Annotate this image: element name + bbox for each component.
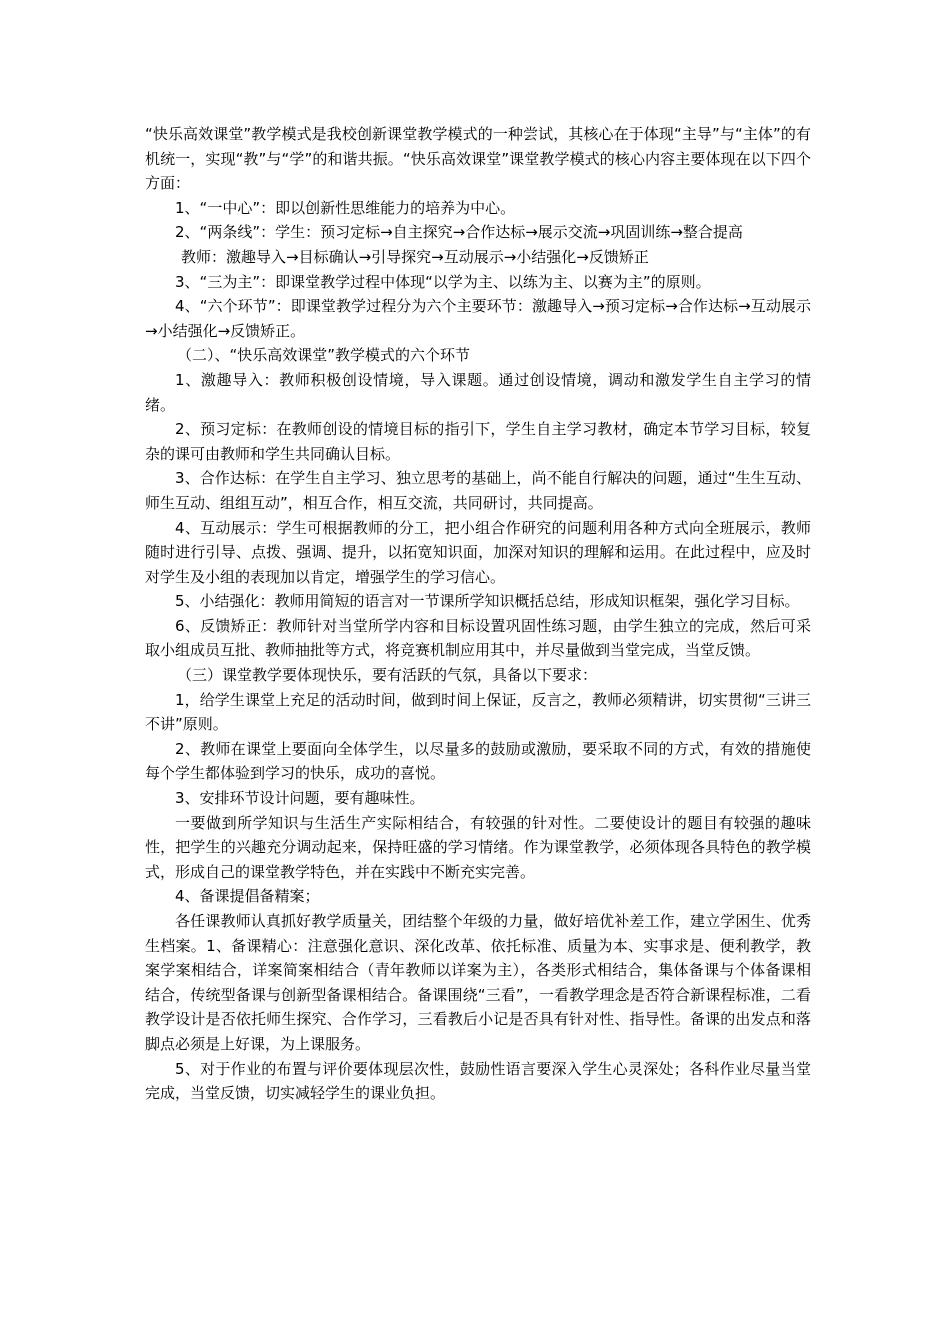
- step-four-paragraph: 4、互动展示：学生可根据教师的分工，把小组合作研究的问题利用各种方式向全班展示，教师随时进行引导、点拨、强调、提升，以拓宽知识面，加深对知识的理解和运用。在此过程中，应及时对学生及小组的表现加以肯定，增强学生的学习信心。: [145, 518, 811, 586]
- step-five-paragraph: 5、小结强化：教师用简短的语言对一节课所学知识概括总结，形成知识框架，强化学习目标。: [175, 592, 800, 611]
- teacher-line: 教师：激趣导入→目标确认→引导探究→互动展示→小结强化→反馈矫正: [181, 247, 649, 266]
- point-three-principles: 3、“三为主”：即课堂教学过程中体现“以学为主、以练为主、以赛为主”的原则。: [175, 272, 711, 291]
- step-one-paragraph: 1、激趣导入：教师积极创设情境，导入课题。通过创设情境，调动和激发学生自主学习的情绪。: [145, 370, 811, 414]
- section-two-heading: （二）、“快乐高效课堂”教学模式的六个环节: [177, 346, 471, 365]
- requirement-three: 3、安排环节设计问题，要有趣味性。: [175, 789, 425, 808]
- step-three-paragraph: 3、合作达标：在学生自主学习、独立思考的基础上，尚不能自行解决的问题，通过“生生互动、师生互动、组组互动”，相互合作，相互交流，共同研讨，共同提高。: [145, 469, 811, 512]
- document-page: [145, 122, 811, 1106]
- requirement-three-detail: 一要做到所学知识与生活生产实际相结合，有较强的针对性。二要使设计的题目有较强的趣味性，把学生的兴趣充分调动起来，保持旺盛的学习情绪。作为课堂教学，必须体现各具特色的教学模式，形成自己的课堂教学特色，并在实践中不断充实完善。: [145, 813, 811, 881]
- requirement-four-detail: 各任课教师认真抓好教学质量关，团结整个年级的力量，做好培优补差工作，建立学困生、优秀生档案。1、备课精心：注意强化意识、深化改革、依托标准、质量为本、实事求是、便利教学，教案学案相结合，详案简案相结合（青年教师以详案为主），各类形式相结合，集体备课与个体备课相结合，传统型备课与创新型备课相结合。备课围绕“三看”，一看教学理念是否符合新课程标准，二看教学设计是否依托师生探究、合作学习，三看教后小记是否具有针对性、指导性。备课的出发点和落脚点必须是上好课，为上课服务。: [145, 912, 811, 1053]
- requirement-four: 4、备课提倡备精案；: [175, 887, 320, 906]
- requirement-five: 5、对于作业的布置与评价要体现层次性，鼓励性语言要深入学生心灵深处；各科作业尽量当堂完成，当堂反馈，切实减轻学生的课业负担。: [145, 1059, 811, 1103]
- point-one-center: 1、“一中心”：即以创新性思维能力的培养为中心。: [175, 198, 516, 217]
- intro-paragraph: “快乐高效课堂”教学模式是我校创新课堂教学模式的一种尝试，其核心在于体现“主导”与“主体”的有机统一，实现“教”与“学”的和谐共振。“快乐高效课堂”课堂教学模式的核心内容主要体现在以下四个方面：: [145, 125, 811, 193]
- requirement-two: 2、教师在课堂上要面向全体学生，以尽量多的鼓励或激励，要采取不同的方式，有效的措施使每个学生都体验到学习的快乐，成功的喜悦。: [145, 739, 811, 783]
- requirement-one: 1，给学生课堂上充足的活动时间，做到时间上保证，反言之，教师必须精讲，切实贯彻“三讲三不讲”原则。: [145, 690, 811, 734]
- step-two-paragraph: 2、预习定标：在教师创设的情境目标的指引下，学生自主学习教材，确定本节学习目标，较复杂的课可由教师和学生共同确认目标。: [145, 420, 811, 463]
- section-three-heading: （三）课堂教学要体现快乐，要有活跃的气氛，具备以下要求：: [177, 666, 598, 685]
- point-six-steps: 4、“六个环节”：即课堂教学过程分为六个主要环节：激趣导入→预习定标→合作达标→互动展示→小结强化→反馈矫正。: [145, 297, 811, 340]
- point-two-lines: 2、“两条线”：学生：预习定标→自主探究→合作达标→展示交流→巩固训练→整合提高: [175, 223, 743, 242]
- step-six-paragraph: 6、反馈矫正：教师针对当堂所学内容和目标设置巩固性练习题，由学生独立的完成，然后可采取小组成员互批、教师抽批等方式，将竞赛机制应用其中，并尽量做到当堂完成，当堂反馈。: [145, 616, 811, 660]
